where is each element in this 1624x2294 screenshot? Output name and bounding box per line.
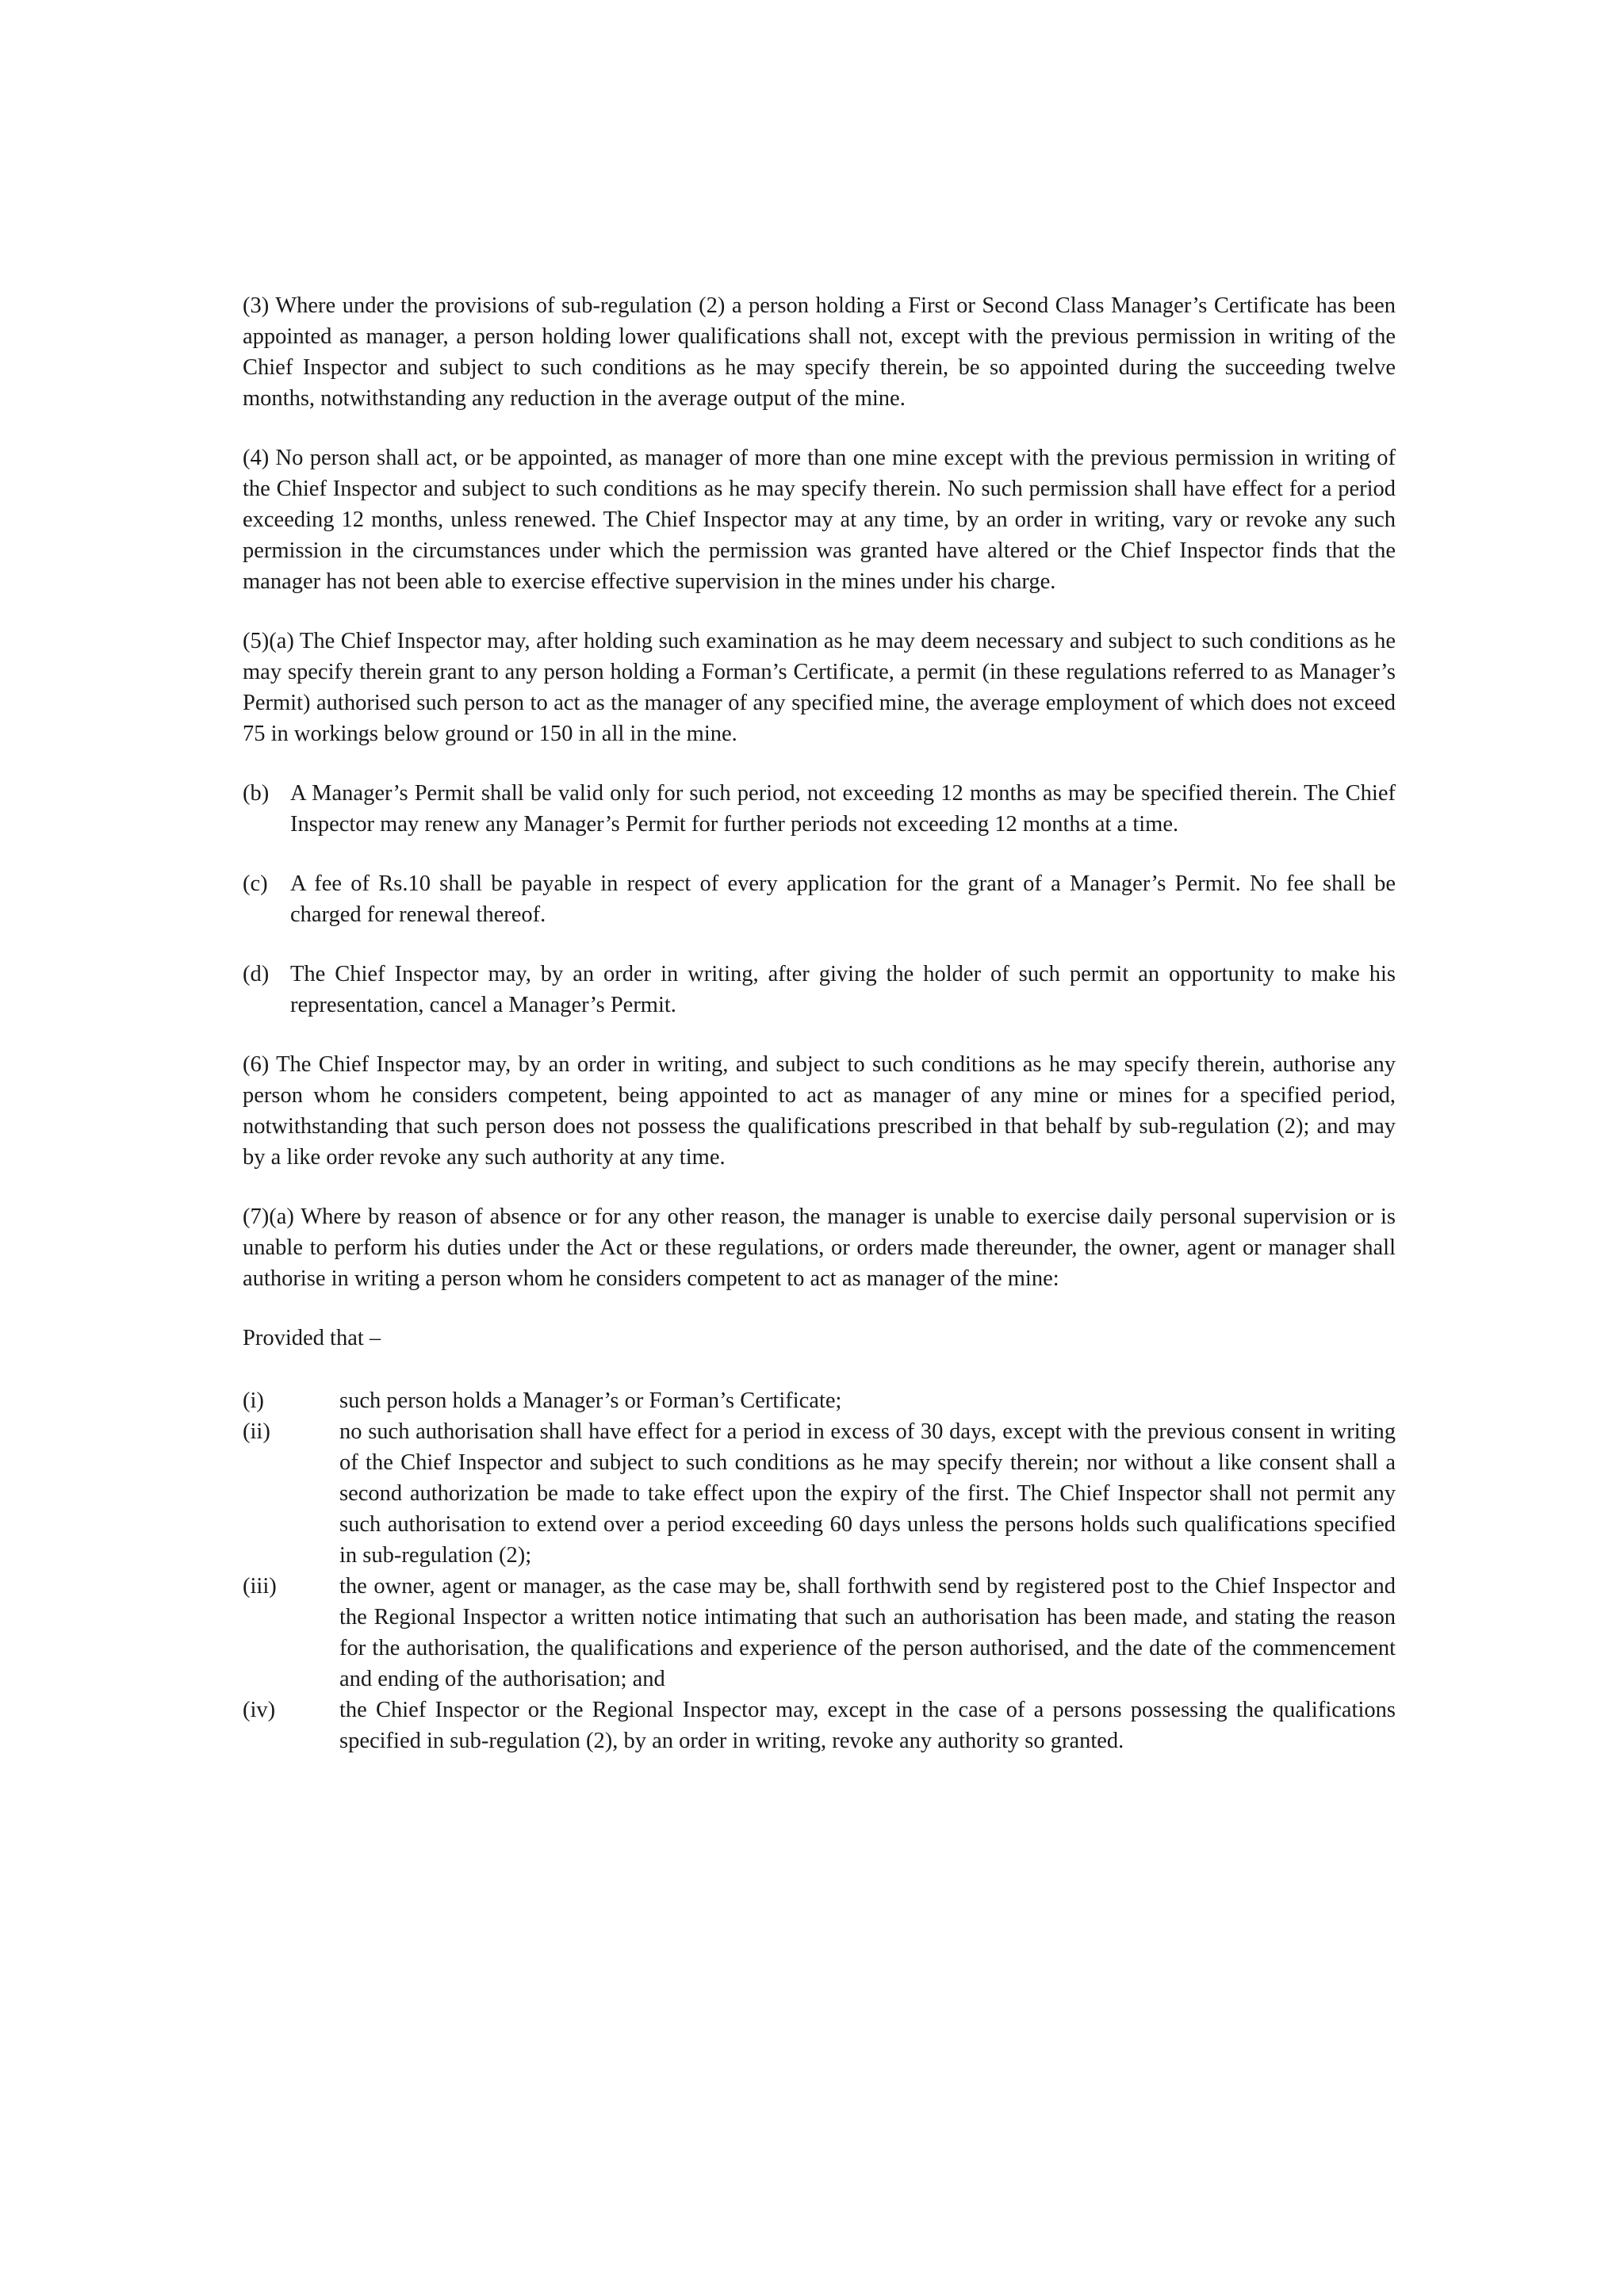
condition-text: no such authorisation shall have effect for a period in excess of 30 days, except with the previous consent in writing of the Chief Inspector and subject to such conditions as he may specify therein; nor without a like consent shall a second authorization be made to take effect upon the expiry of the first. The Chief Inspector shall not permit any such authorisation to extend over a period exceeding 60 days unless the persons holds such qualifications specified in sub-regulation (2); bbox=[339, 1419, 1396, 1568]
condition-iv bbox=[243, 1695, 1396, 1756]
paragraph-4: (4) No person shall act, or be appointed, as manager of more than one mine except with the previous permission in writing of the Chief Inspector and subject to such conditions as he may specify therein. No such permission shall have effect for a period exceeding 12 months, unless renewed. The Chief Inspector may at any time, by an order in writing, vary or revoke any such permission in the circumstances under which the permission was granted have altered or the Chief Inspector finds that the manager has not been able to exercise effective supervision in the mines under his charge. bbox=[243, 446, 1396, 594]
sub-clause-b bbox=[243, 778, 1396, 840]
sub-clause-label: (d) bbox=[243, 962, 270, 986]
condition-text: such person holds a Manager’s or Forman’s Certificate; bbox=[339, 1388, 842, 1413]
paragraph-5a: (5)(a) The Chief Inspector may, after holding such examination as he may deem necessary and subject to such conditions as he may specify therein grant to any person holding a Forman’s Certificate, a permit (in these regulations referred to as Manager’s Permit) authorised such person to act as the manager of any specified mine, the average employment of which does not exceed 75 in workings below ground or 150 in all in the mine. bbox=[243, 629, 1396, 746]
condition-ii bbox=[243, 1416, 1396, 1571]
condition-label: (iv) bbox=[243, 1698, 276, 1722]
provided-that: Provided that – bbox=[243, 1326, 381, 1350]
paragraph-7a: (7)(a) Where by reason of absence or for any other reason, the manager is unable to exercise daily personal supervision or is unable to perform his duties under the Act or these regulations, or orders made thereunder, the owner, agent or manager shall authorise in writing a person whom he considers competent to act as manager of the mine: bbox=[243, 1204, 1396, 1291]
sub-clause-c bbox=[243, 868, 1396, 930]
paragraph-3: (3) Where under the provisions of sub-regulation (2) a person holding a First or Second Class Manager’s Certificate has been appointed as manager, a person holding lower qualifications shall not, except with the previous permission in writing of the Chief Inspector and subject to such conditions as he may specify therein, be so appointed during the succeeding twelve months, notwithstanding any reduction in the average output of the mine. bbox=[243, 293, 1396, 411]
condition-iii bbox=[243, 1571, 1396, 1695]
condition-label: (i) bbox=[243, 1388, 264, 1413]
condition-i bbox=[243, 1385, 1396, 1416]
sub-clause-text: A Manager’s Permit shall be valid only for such period, not exceeding 12 months as may be specified therein. The Chief Inspector may renew any Manager’s Permit for further periods not exceeding 12 months at a time. bbox=[290, 781, 1396, 837]
sub-clause-label: (b) bbox=[243, 781, 270, 806]
conditions-list bbox=[243, 1385, 1396, 1756]
condition-label: (ii) bbox=[243, 1419, 270, 1444]
paragraph-6: (6) The Chief Inspector may, by an order in writing, and subject to such conditions as he may specify therein, authorise any person whom he considers competent, being appointed to act as manager of any mine or mines for a specified period, notwithstanding that such person does not possess the qualifications prescribed in that behalf by sub-regulation (2); and may by a like order revoke any such authority at any time. bbox=[243, 1052, 1396, 1170]
document-page bbox=[243, 290, 1396, 1756]
sub-clause-text: A fee of Rs.10 shall be payable in respect of every application for the grant of a Manager’s Permit. No fee shall be charged for renewal thereof. bbox=[290, 871, 1396, 927]
sub-clause-text: The Chief Inspector may, by an order in writing, after giving the holder of such permit an opportunity to make his representation, cancel a Manager’s Permit. bbox=[290, 962, 1396, 1017]
condition-text: the Chief Inspector or the Regional Inspector may, except in the case of a persons possessing the qualifications specified in sub-regulation (2), by an order in writing, revoke any authority so granted. bbox=[339, 1698, 1396, 1753]
sub-clause-d bbox=[243, 959, 1396, 1021]
condition-text: the owner, agent or manager, as the case may be, shall forthwith send by registered post to the Chief Inspector and the Regional Inspector a written notice intimating that such an authorisation has been made, and stating the reason for the authorisation, the qualifications and experience of the person authorised, and the date of the commencement and ending of the authorisation; and bbox=[339, 1574, 1396, 1691]
sub-clause-label: (c) bbox=[243, 871, 268, 896]
condition-label: (iii) bbox=[243, 1574, 277, 1599]
